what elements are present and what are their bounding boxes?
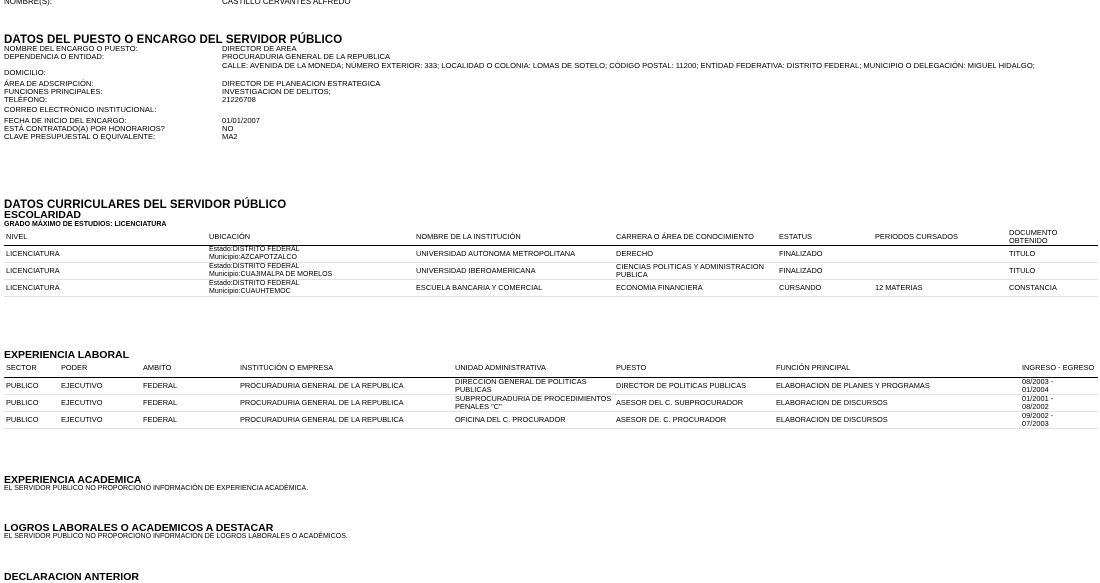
table-cell: FEDERAL bbox=[141, 377, 238, 394]
table-cell bbox=[873, 246, 1007, 263]
section-title-laboral: EXPERIENCIA LABORAL bbox=[4, 349, 130, 361]
col-header: SECTOR bbox=[4, 360, 59, 377]
table-cell: EJECUTIVO bbox=[59, 377, 141, 394]
field-label-area: ÁREA DE ADSCRIPCIÓN: bbox=[4, 79, 94, 88]
table-cell: CIENCIAS POLITICAS Y ADMINISTRACION PUBLICA bbox=[614, 263, 777, 280]
table-row bbox=[4, 280, 1098, 297]
field-value-clave: MA2 bbox=[222, 132, 238, 141]
field-value-domicilio: CALLE: AVENIDA DE LA MONEDA; NÚMERO EXTERIOR: 333; LOCALIDAD O COLONIA: LOMAS DE SOTELO; CÓDIGO POSTAL: 11200; ENTIDAD FEDERATIVA: DISTRITO FEDERAL; MUNICIPIO O DELEGACIÓN: MIGUEL HIDALGO; bbox=[222, 61, 1035, 70]
table-cell: FINALIZADO bbox=[777, 246, 873, 263]
table-cell: ASESOR DE. C. PROCURADOR bbox=[614, 411, 774, 428]
section-title-anterior: DECLARACION ANTERIOR bbox=[4, 571, 139, 583]
col-header: CARRERA O ÁREA DE CONOCIMIENTO bbox=[614, 229, 777, 246]
table-cell: FINALIZADO bbox=[777, 263, 873, 280]
col-header: UBICACIÓN bbox=[207, 229, 414, 246]
table-row bbox=[4, 411, 1098, 428]
table-cell: PROCURADURIA GENERAL DE LA REPUBLICA bbox=[238, 411, 453, 428]
field-label-dependencia: DEPENDENCIA O ENTIDAD: bbox=[4, 52, 105, 61]
section-title-curriculares: DATOS CURRICULARES DEL SERVIDOR PÚBLICO bbox=[4, 199, 287, 211]
table-cell: FEDERAL bbox=[141, 411, 238, 428]
col-header: DOCUMENTO OBTENIDO bbox=[1007, 229, 1098, 246]
table-cell: LICENCIATURA bbox=[4, 246, 207, 263]
table-cell bbox=[873, 263, 1007, 280]
table-cell: LICENCIATURA bbox=[4, 263, 207, 280]
field-value-area: DIRECTOR DE PLANEACION ESTRATEGICA bbox=[222, 79, 381, 88]
field-value-funciones: INVESTIGACION DE DELITOS; bbox=[222, 87, 331, 96]
table-cell: PROCURADURIA GENERAL DE LA REPUBLICA bbox=[238, 394, 453, 411]
section-title-logros: LOGROS LABORALES O ACADEMICOS A DESTACAR bbox=[4, 522, 274, 534]
table-cell: CURSANDO bbox=[777, 280, 873, 297]
field-label-puesto: NOMBRE DEL ENCARGO O PUESTO: bbox=[4, 44, 138, 53]
table-cell: ELABORACION DE PLANES Y PROGRAMAS bbox=[774, 377, 1020, 394]
table-cell: FEDERAL bbox=[141, 394, 238, 411]
field-label-telefono: TELÉFONO: bbox=[4, 95, 48, 104]
table-row bbox=[4, 246, 1098, 263]
table-cell: EJECUTIVO bbox=[59, 394, 141, 411]
puesto-fields bbox=[0, 45, 1100, 165]
table-row bbox=[4, 394, 1098, 411]
col-header: NIVEL bbox=[4, 229, 207, 246]
table-cell: DIRECTOR DE POLITICAS PUBLICAS bbox=[614, 377, 774, 394]
table-cell: DERECHO bbox=[614, 246, 777, 263]
nombres-label: NOMBRE(S): bbox=[4, 0, 52, 6]
table-cell: CONSTANCIA bbox=[1007, 280, 1098, 297]
field-label-domicilio: DOMICILIO: bbox=[4, 68, 46, 77]
field-value-honorarios: NO bbox=[222, 124, 234, 133]
table-cell: SUBPROCURADURIA DE PROCEDIMIENTOS PENALES "C" bbox=[453, 394, 614, 411]
col-header: INSTITUCIÓN O EMPRESA bbox=[238, 360, 453, 377]
table-cell: OFICINA DEL C. PROCURADOR bbox=[453, 411, 614, 428]
escolaridad-table bbox=[4, 229, 1098, 297]
table-cell: TITULO bbox=[1007, 263, 1098, 280]
field-label-clave: CLAVE PRESUPUESTAL O EQUIVALENTE: bbox=[4, 132, 156, 141]
table-header-row bbox=[4, 360, 1098, 377]
table-cell: UNIVERSIDAD AUTONOMA METROPOLITANA bbox=[414, 246, 614, 263]
logros-text: EL SERVIDOR PÚBLICO NO PROPORCIONÓ INFORMACIÓN DE LOGROS LABORALES O ACADÉMICOS. bbox=[4, 533, 348, 540]
table-cell: TITULO bbox=[1007, 246, 1098, 263]
field-value-dependencia: PROCURADURIA GENERAL DE LA REPUBLICA bbox=[222, 52, 391, 61]
table-cell: ECONOMIA FINANCIERA bbox=[614, 280, 777, 297]
table-cell: ELABORACION DE DISCURSOS bbox=[774, 411, 1020, 428]
table-cell: Estado:DISTRITO FEDERAL Municipio:AZCAPOTZALCO bbox=[207, 246, 414, 263]
nombres-value: CASTILLO CERVANTES ALFREDO bbox=[222, 0, 351, 6]
col-header: PERIODOS CURSADOS bbox=[873, 229, 1007, 246]
section-title-puesto: DATOS DEL PUESTO O ENCARGO DEL SERVIDOR PÚBLICO bbox=[4, 34, 343, 46]
field-value-puesto: DIRECTOR DE AREA bbox=[222, 44, 297, 53]
col-header: UNIDAD ADMINISTRATIVA bbox=[453, 360, 614, 377]
field-label-honorarios: ESTÁ CONTRATADO(A) POR HONORARIOS? bbox=[4, 124, 165, 133]
table-cell: PROCURADURIA GENERAL DE LA REPUBLICA bbox=[238, 377, 453, 394]
table-cell: 01/2001 - 08/2002 bbox=[1020, 394, 1098, 411]
table-cell: ELABORACION DE DISCURSOS bbox=[774, 394, 1020, 411]
field-label-correo: CORREO ELECTRÓNICO INSTITUCIONAL: bbox=[4, 105, 157, 114]
table-row bbox=[4, 377, 1098, 394]
col-header: ESTATUS bbox=[777, 229, 873, 246]
table-cell: 08/2003 - 01/2004 bbox=[1020, 377, 1098, 394]
table-cell: 12 MATERIAS bbox=[873, 280, 1007, 297]
table-cell: ESCUELA BANCARIA Y COMERCIAL bbox=[414, 280, 614, 297]
field-label-fecha-inicio: FECHA DE INICIO DEL ENCARGO: bbox=[4, 116, 127, 125]
col-header: NOMBRE DE LA INSTITUCIÓN bbox=[414, 229, 614, 246]
academica-text: EL SERVIDOR PÚBLICO NO PROPORCIONÓ INFORMACIÓN DE EXPERIENCIA ACADÉMICA. bbox=[4, 485, 309, 492]
col-header: AMBITO bbox=[141, 360, 238, 377]
field-value-fecha-inicio: 01/01/2007 bbox=[222, 116, 261, 125]
col-header: PUESTO bbox=[614, 360, 774, 377]
section-title-academica: EXPERIENCIA ACADEMICA bbox=[4, 474, 142, 486]
table-cell: 09/2002 - 07/2003 bbox=[1020, 411, 1098, 428]
table-row bbox=[4, 263, 1098, 280]
field-label-funciones: FUNCIONES PRINCIPALES: bbox=[4, 87, 103, 96]
field-value-telefono: 21226708 bbox=[222, 95, 256, 104]
col-header: FUNCIÓN PRINCIPAL bbox=[774, 360, 1020, 377]
table-cell: ASESOR DEL C. SUBPROCURADOR bbox=[614, 394, 774, 411]
table-cell: Estado:DISTRITO FEDERAL Municipio:CUAJIMALPA DE MORELOS bbox=[207, 263, 414, 280]
col-header: PODER bbox=[59, 360, 141, 377]
subsection-title-escolaridad: ESCOLARIDAD bbox=[4, 209, 82, 221]
table-cell: UNIVERSIDAD IBEROAMERICANA bbox=[414, 263, 614, 280]
table-cell: PUBLICO bbox=[4, 377, 59, 394]
table-cell: PUBLICO bbox=[4, 394, 59, 411]
table-cell: LICENCIATURA bbox=[4, 280, 207, 297]
laboral-table bbox=[4, 360, 1098, 429]
table-header-row bbox=[4, 229, 1098, 246]
table-cell: DIRECCION GENERAL DE POLITICAS PUBLICAS bbox=[453, 377, 614, 394]
table-cell: EJECUTIVO bbox=[59, 411, 141, 428]
table-cell: Estado:DISTRITO FEDERAL Municipio:CUAUHTEMOC bbox=[207, 280, 414, 297]
col-header: INGRESO - EGRESO bbox=[1020, 360, 1098, 377]
grado-maximo: GRADO MÁXIMO DE ESTUDIOS: LICENCIATURA bbox=[4, 221, 167, 228]
table-cell: PUBLICO bbox=[4, 411, 59, 428]
